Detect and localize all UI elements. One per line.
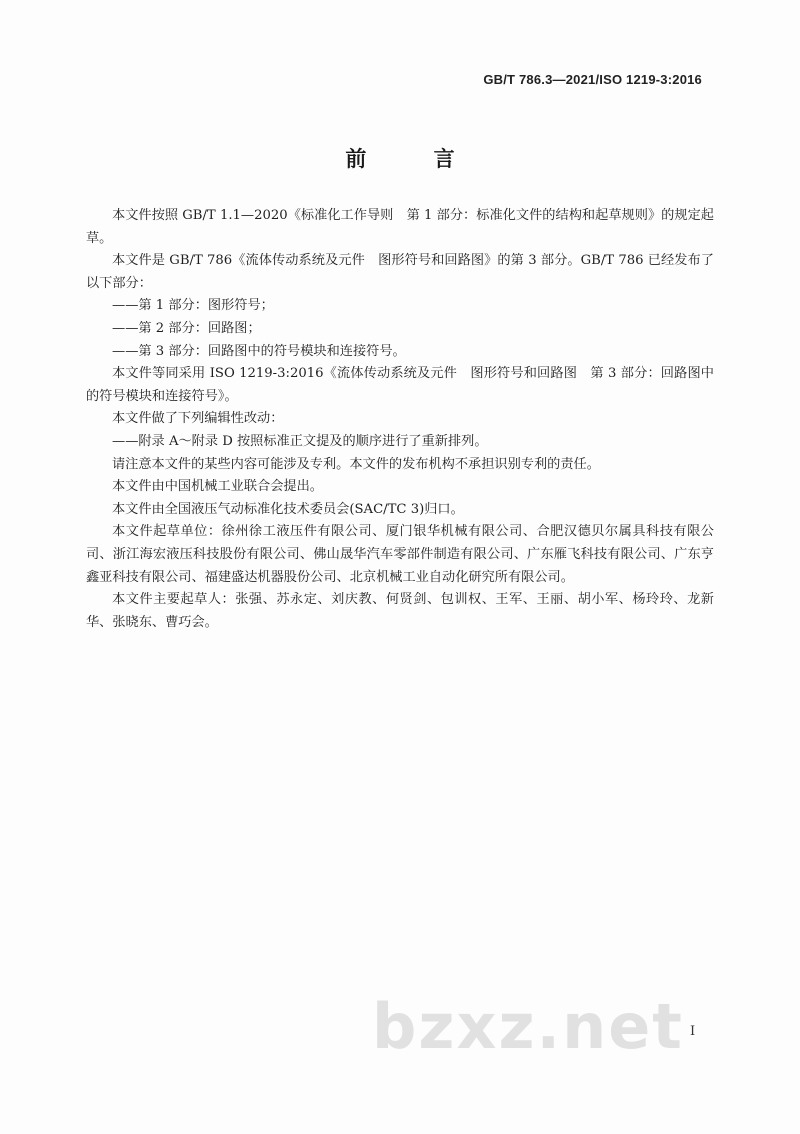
- watermark: bzxz.net: [372, 990, 684, 1063]
- paragraph: 本文件做了下列编辑性改动：: [112, 411, 284, 427]
- document-body: [86, 205, 714, 634]
- list-item: ——第 1 部分：图形符号；: [112, 298, 274, 314]
- paragraph: 本文件由中国机械工业联合会提出。: [112, 479, 323, 495]
- page-title: 前 言: [345, 147, 485, 171]
- list-item: ——第 3 部分：回路图中的符号模块和连接符号。: [112, 343, 406, 359]
- list-item: ——第 2 部分：回路图；: [112, 320, 261, 336]
- paragraph: 本文件主要起草人：张强、苏永定、刘庆教、何贤剑、包训权、王军、王丽、胡小军、杨玲玲、龙新华、张晓东、曹巧会。: [86, 592, 714, 630]
- standard-code: GB/T 786.3—2021/ISO 1219-3:2016: [483, 72, 702, 87]
- paragraph: 本文件起草单位：徐州徐工液压件有限公司、厦门银华机械有限公司、合肥汉德贝尔属具科技有限公司、浙江海宏液压科技股份有限公司、佛山晟华汽车零部件制造有限公司、广东雁飞科技有限公司、广东亨鑫亚科技有限公司、福建盛达机器股份公司、北京机械工业自动化研究所有限公司。: [86, 524, 714, 585]
- paragraph: 本文件等同采用 ISO 1219-3:2016《流体传动系统及元件 图形符号和回路图 第 3 部分：回路图中的符号模块和连接符号》。: [86, 366, 714, 404]
- paragraph: 本文件是 GB/T 786《流体传动系统及元件 图形符号和回路图》的第 3 部分。GB/T 786 已经发布了以下部分：: [86, 253, 714, 291]
- paragraph: 本文件按照 GB/T 1.1—2020《标准化工作导则 第 1 部分：标准化文件的结构和起草规则》的规定起草。: [86, 208, 714, 246]
- paragraph: 本文件由全国液压气动标准化技术委员会(SAC/TC 3)归口。: [112, 501, 464, 517]
- list-item: ——附录 A～附录 D 按照标准正文提及的顺序进行了重新排列。: [112, 433, 488, 449]
- paragraph: 请注意本文件的某些内容可能涉及专利。本文件的发布机构不承担识别专利的责任。: [112, 456, 600, 472]
- page-number: I: [690, 1024, 696, 1039]
